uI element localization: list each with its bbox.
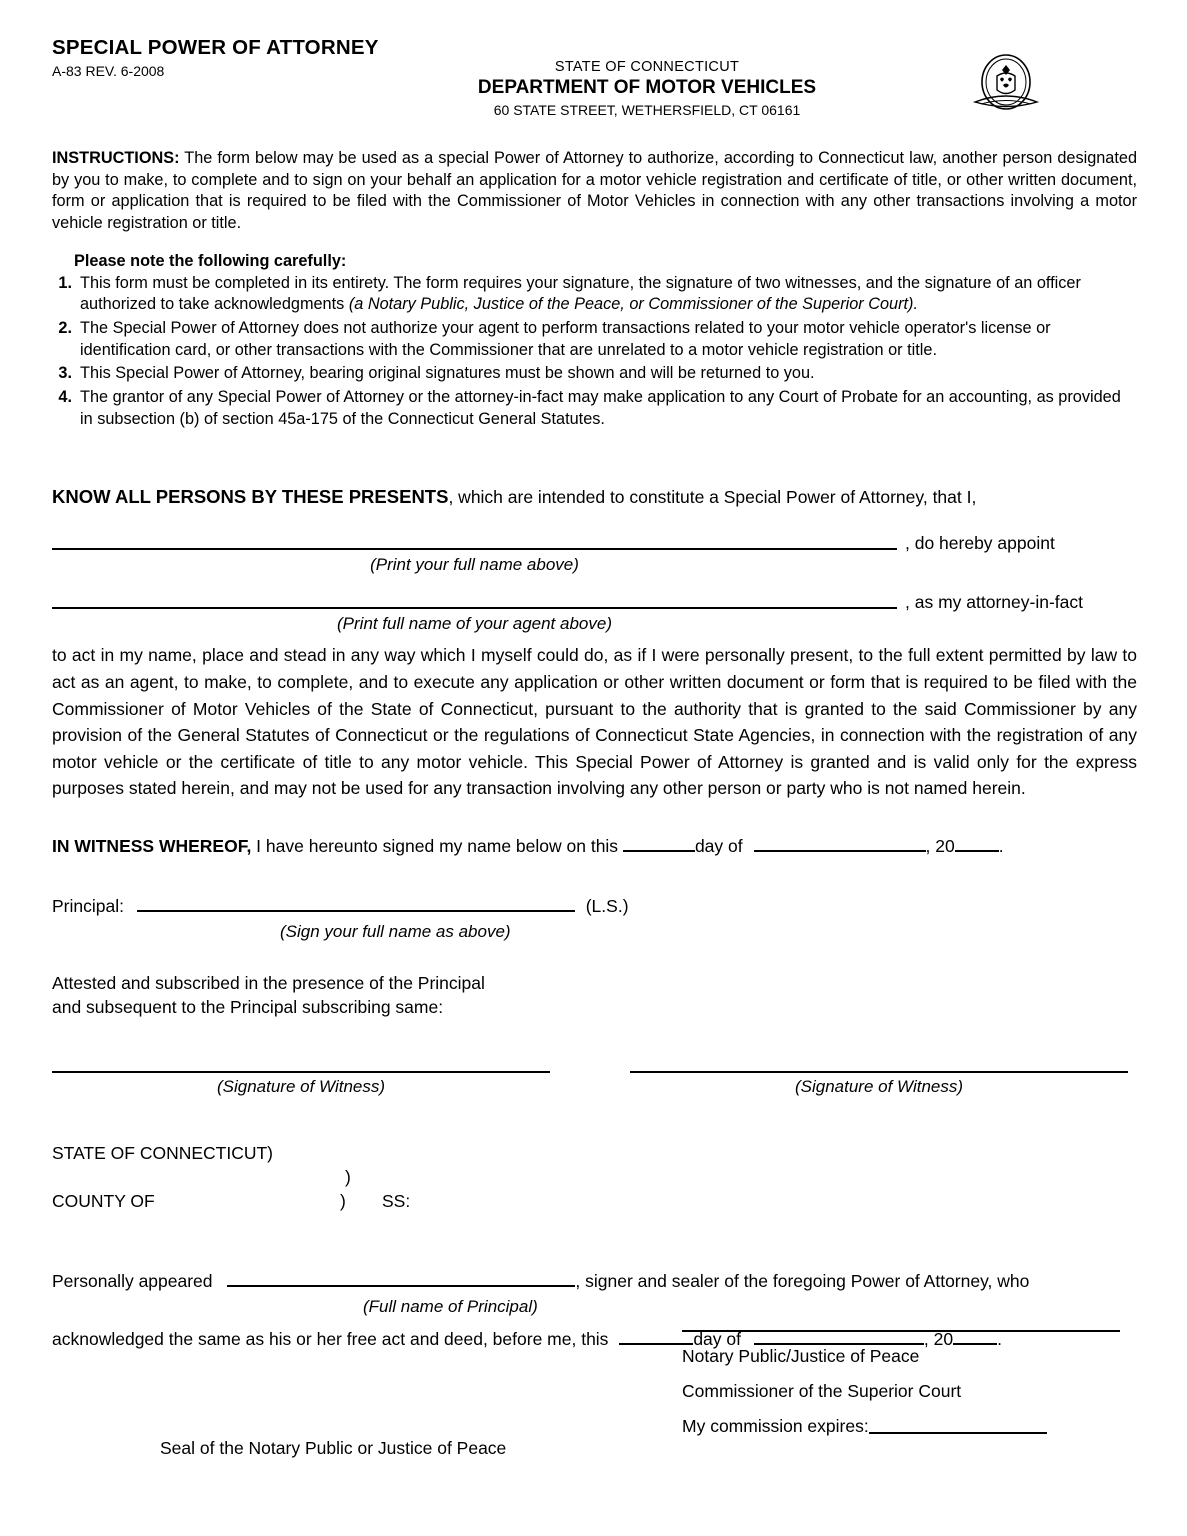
address-line: 60 STATE STREET, WETHERSFIELD, CT 06161 (493, 102, 801, 118)
note-number: 3. (58, 364, 72, 383)
state-seal-icon (967, 52, 1045, 118)
state-county-block (52, 1145, 1137, 1231)
acknowledgment-text: acknowledged the same as his or her free act and deed, before me, this (52, 1329, 609, 1350)
witness-signature-line-2[interactable] (630, 1071, 1128, 1073)
note-text: This form must be completed in its entirety. The form requires your signature, the signature of two witnesses, and the signature of an officer authorized to take acknowledgments (80, 273, 1081, 314)
personally-appeared-label: Personally appeared (52, 1271, 213, 1292)
ack-year-label: , 20 (923, 1329, 954, 1350)
principal-name-caption: (Print your full name above) (370, 555, 579, 575)
note-number: 4. (58, 388, 72, 407)
list-item (52, 318, 1137, 361)
notary-seal-caption: Seal of the Notary Public or Justice of Peace (160, 1438, 507, 1458)
note-text: This Special Power of Attorney, bearing original signatures must be shown and will be returned to you. (80, 364, 815, 383)
commission-expires-row (682, 1416, 1122, 1437)
page-title: SPECIAL POWER OF ATTORNEY (52, 36, 379, 59)
state-line: STATE OF CONNECTICUT (554, 59, 740, 75)
principal-signature-caption: (Sign your full name as above) (280, 921, 511, 941)
principal-name-tail: , do hereby appoint (905, 533, 1055, 554)
main-paragraph: to act in my name, place and stead in any way which I myself could do, as if I were personally present, to the full extent permitted by law to act as an agent, to make, to complete, and to execute any application or other written document or form that is required to be filed with the Commissioner of Motor Vehicles of the State of Connecticut, pursuant to the authority that is granted to the said Commissioner by any provision of the General Statutes of Connecticut or the regulations of Connecticut State Agencies, in connection with the registration of any motor vehicle or the certificate of title to any motor vehicle. This Special Power of Attorney is granted and is valid only for the express purposes stated herein, and may not be used for any transaction involving any other person or party who is not named herein. (52, 645, 1137, 799)
note-text: The Special Power of Attorney does not authorize your agent to perform transactions related to your motor vehicle operator's license or identification card, or other transactions with the Commissioner that are unrelated to a motor vehicle registration or title. (80, 319, 1051, 359)
notary-block (682, 1330, 1122, 1437)
commission-expires-input[interactable] (869, 1432, 1047, 1434)
instructions-text: The form below may be used as a special Power of Attorney to authorize, according to Connecticut law, another person designated by you to make, to complete and to sign on your behalf an application for a motor vehicle registration and certificate of title, or other written document, form or application that is required to be filed with the Commissioner of Motor Vehicles in connection with any other transactions involving a motor vehicle registration or title. (52, 149, 1137, 233)
principal-name-input[interactable] (52, 548, 897, 550)
personally-appeared-caption: (Full name of Principal) (363, 1297, 538, 1317)
principal-signature-input[interactable] (137, 910, 575, 912)
attested-line-1: Attested and subscribed in the presence of the Principal (52, 972, 485, 993)
principal-name-row (52, 528, 1137, 554)
department-line: DEPARTMENT OF MOTOR VEHICLES (477, 77, 817, 98)
ack-period: . (997, 1329, 1002, 1350)
witness-year-label: , 20 (925, 835, 955, 856)
witness-signature-line-1[interactable] (52, 1071, 550, 1073)
in-witness-whereof-line (52, 836, 1137, 862)
notes-list (52, 273, 1137, 431)
in-witness-rest: I have hereunto signed my name below on this (251, 835, 619, 856)
state-of-line: STATE OF CONNECTICUT) (52, 1143, 274, 1164)
principal-signature-row (52, 895, 1137, 941)
ss-label: SS: (382, 1191, 411, 1212)
witness-day-input[interactable] (623, 850, 695, 852)
attested-line-2: and subsequent to the Principal subscribing same: (52, 996, 444, 1017)
agent-name-input[interactable] (52, 607, 897, 609)
witness-year-input[interactable] (955, 850, 999, 852)
ack-dayof-label: day of (693, 1329, 741, 1350)
instructions-label: INSTRUCTIONS: (52, 149, 180, 167)
paren-line: ) (345, 1167, 351, 1188)
agent-name-tail: , as my attorney-in-fact (905, 592, 1083, 613)
county-of-label[interactable]: COUNTY OF (52, 1191, 155, 1212)
witness-period: . (998, 835, 1004, 856)
paren-line-2: ) (340, 1191, 346, 1212)
instructions-paragraph (52, 148, 1137, 235)
attested-block (52, 972, 1137, 1019)
agent-name-caption: (Print full name of your agent above) (337, 614, 612, 634)
personally-appeared-row (52, 1271, 1137, 1317)
document-header (52, 36, 1137, 126)
know-all-persons-bold: KNOW ALL PERSONS BY THESE PRESENTS (52, 486, 449, 508)
principal-label: Principal: (52, 895, 124, 916)
note-number: 2. (58, 319, 72, 338)
in-witness-bold: IN WITNESS WHEREOF, (52, 835, 252, 856)
personally-appeared-input[interactable] (227, 1285, 575, 1287)
note-text: The grantor of any Special Power of Attorney or the attorney-in-fact may make application to any Court of Probate for an accounting, as provided in subsection (b) of section 45a-175 of the Connecticut General Statutes. (80, 388, 1121, 428)
witness-signature-1[interactable] (52, 1071, 550, 1097)
commission-expires-label: My commission expires: (682, 1416, 869, 1436)
notary-title-line-2: Commissioner of the Superior Court (682, 1381, 962, 1401)
please-note-heading: Please note the following carefully: (74, 251, 347, 270)
note-italic: (a Notary Public, Justice of the Peace, or Commissioner of the Superior Court). (348, 295, 918, 314)
know-all-persons-line (52, 486, 1137, 508)
list-item (52, 273, 1137, 316)
agent-name-row (52, 587, 1137, 613)
know-all-persons-rest: , which are intended to constitute a Special Power of Attorney, that I, (448, 487, 977, 508)
list-item (52, 363, 1137, 385)
witness-signature-caption-1: (Signature of Witness) (216, 1077, 386, 1097)
form-revision: A-83 REV. 6-2008 (52, 62, 165, 79)
list-item (52, 387, 1137, 430)
witness-signature-caption-2: (Signature of Witness) (794, 1077, 964, 1097)
witness-signature-2[interactable] (630, 1071, 1128, 1097)
notary-signature-line[interactable] (682, 1330, 1120, 1332)
witness-signatures-row (52, 1071, 1137, 1125)
notary-title-line-1: Notary Public/Justice of Peace (682, 1346, 920, 1366)
note-number: 1. (58, 273, 72, 292)
witness-month-input[interactable] (754, 850, 926, 852)
agency-heading (407, 59, 887, 118)
witness-dayof-label: day of (694, 835, 743, 856)
personally-appeared-tail: , signer and sealer of the foregoing Power of Attorney, who (575, 1271, 1030, 1292)
ls-label: (L.S.) (585, 895, 629, 916)
